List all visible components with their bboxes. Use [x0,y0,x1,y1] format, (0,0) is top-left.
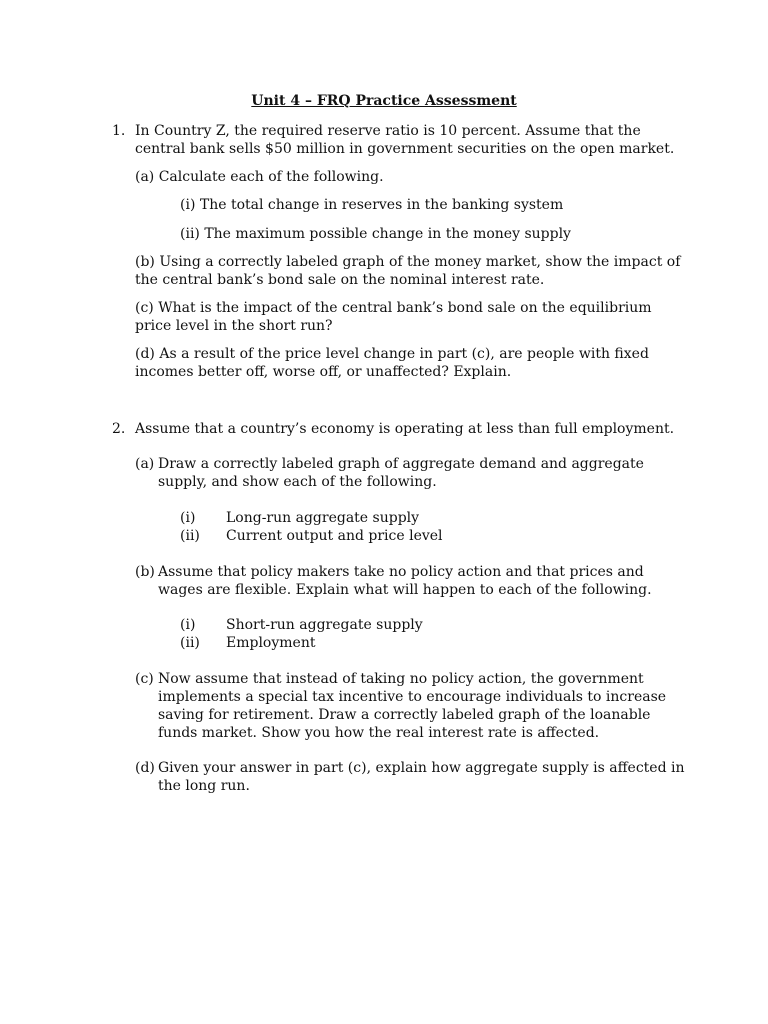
question-2-part-b-item-ii-num: (ii) [180,635,200,651]
question-1-part-c-line-1: (c) What is the impact of the central bank’s bond sale on the equilibrium [135,300,652,316]
question-2-part-a-item-i-text: Long-run aggregate supply [226,510,420,526]
question-2-part-a-label: (a) [135,456,155,472]
question-2-part-c-line-4: funds market. Show you how the real interest rate is affected. [158,725,600,741]
question-1-stem-line-1: In Country Z, the required reserve ratio is 10 percent. Assume that the [135,123,641,139]
page-title: Unit 4 – FRQ Practice Assessment [251,93,517,109]
question-2-stem: Assume that a country’s economy is operating at less than full employment. [135,421,675,437]
question-2-part-b-item-i-num: (i) [180,617,196,633]
question-2-part-c-line-1: Now assume that instead of taking no policy action, the government [158,671,644,687]
question-2-part-b-label: (b) [135,564,155,580]
question-2-part-b-item-ii-text: Employment [226,635,316,651]
question-2-part-a-line-1: Draw a correctly labeled graph of aggregate demand and aggregate [158,456,644,472]
question-2-part-c-line-2: implements a special tax incentive to encourage individuals to increase [158,689,667,705]
question-1-part-d-line-2: incomes better off, worse off, or unaffected? Explain. [135,364,512,380]
question-1-part-a: (a) Calculate each of the following. [135,169,384,185]
question-1-part-a-i: (i) The total change in reserves in the banking system [180,197,564,213]
question-1-part-b-line-2: the central bank’s bond sale on the nominal interest rate. [135,272,545,288]
question-2-part-b-line-1: Assume that policy makers take no policy action and that prices and [158,564,644,580]
question-2-number: 2. [112,421,126,437]
question-2-part-a-item-i-num: (i) [180,510,196,526]
question-2-part-d-label: (d) [135,760,155,776]
question-1-part-c-line-2: price level in the short run? [135,318,333,334]
question-1-number: 1. [112,123,126,139]
question-2-part-b-line-2: wages are flexible. Explain what will happen to each of the following. [158,582,652,598]
question-2-part-d-line-2: the long run. [158,778,250,794]
question-2-part-a-line-2: supply, and show each of the following. [158,474,437,490]
question-1-part-d-line-1: (d) As a result of the price level change in part (c), are people with fixed [135,346,649,362]
question-1-part-a-ii: (ii) The maximum possible change in the money supply [180,226,571,242]
question-2-part-d-line-1: Given your answer in part (c), explain how aggregate supply is affected in [158,760,685,776]
question-2-part-a-item-ii-num: (ii) [180,528,200,544]
question-2-part-a-item-ii-text: Current output and price level [226,528,443,544]
question-1-stem-line-2: central bank sells $50 million in government securities on the open market. [135,141,675,157]
question-2-part-c-label: (c) [135,671,154,687]
question-1-part-b-line-1: (b) Using a correctly labeled graph of the money market, show the impact of [135,254,681,270]
question-2-part-b-item-i-text: Short-run aggregate supply [226,617,423,633]
question-2-part-c-line-3: saving for retirement. Draw a correctly labeled graph of the loanable [158,707,651,723]
